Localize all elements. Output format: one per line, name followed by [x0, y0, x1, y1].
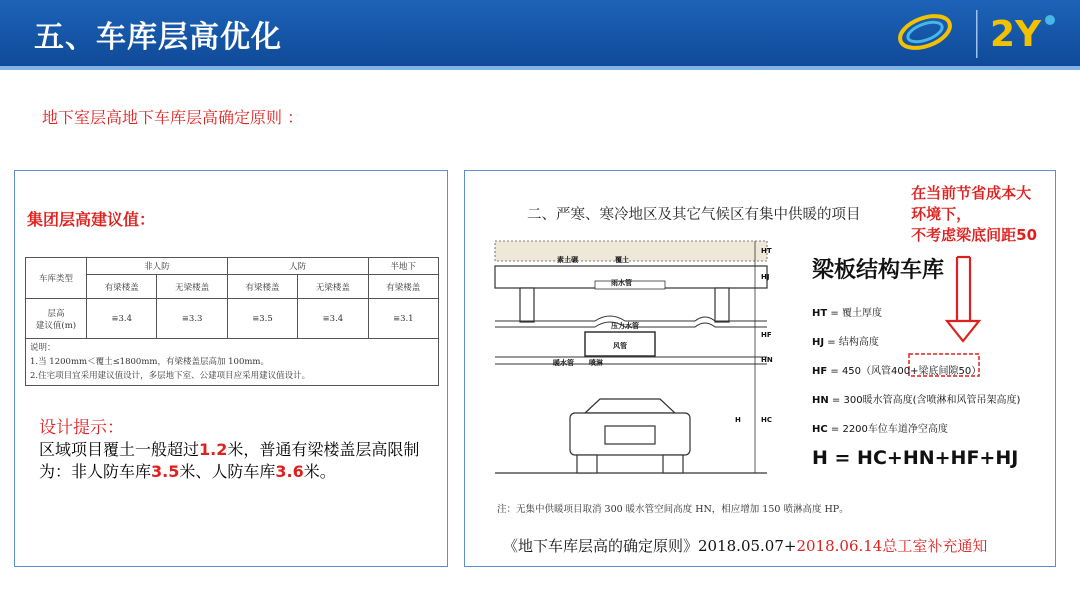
- legend-item: HC = 2200车位车道净空高度: [812, 424, 948, 435]
- legend-item: HN = 300暖水管高度(含喷淋和风管吊架高度): [812, 395, 1021, 406]
- table-cell: ≡3.1: [368, 299, 438, 339]
- design-tips: [39, 417, 439, 483]
- table-cell: ≡3.4: [298, 299, 368, 339]
- tips-number: 3.6: [275, 462, 304, 481]
- footnote: 注：无集中供暖项目取消 300 暖水管空间高度 HN，相应增加 150 喷淋高度 HP。: [497, 504, 849, 515]
- logo-year: 2Y: [990, 14, 1042, 55]
- table-subheader: 有梁楼盖: [87, 275, 157, 299]
- legend: [812, 299, 1020, 444]
- legend-item: HT = 覆土厚度: [812, 308, 882, 319]
- tips-number: 1.2: [199, 440, 228, 459]
- table-group-header: 非人防: [87, 258, 228, 275]
- note-title: 说明：: [30, 343, 56, 353]
- beam-slab-panel: [464, 170, 1056, 567]
- dim-label: HT: [761, 247, 772, 255]
- dim-label: HF: [761, 331, 772, 339]
- dim-label: HC: [761, 416, 772, 424]
- dim-label: H: [735, 416, 741, 424]
- height-formula: H = HC+HN+HF+HJ: [812, 447, 1019, 469]
- table-cell: ≡3.3: [157, 299, 227, 339]
- table-value-label: 层高 建议值(m): [26, 299, 87, 339]
- table-cell: ≡3.4: [87, 299, 157, 339]
- table-note: [26, 339, 439, 386]
- table-cell: ≡3.5: [227, 299, 297, 339]
- citation: 《地下车库层高的确定原则》2018.05.07+2018.06.14总工室补充通知: [503, 537, 988, 555]
- table-group-header: 半地下: [368, 258, 438, 275]
- legend-item: HF = 450（风管400+梁底间隙50）: [812, 366, 982, 377]
- table-subheader: 无梁楼盖: [298, 275, 368, 299]
- diagram-title: 梁板结构车库: [812, 258, 945, 283]
- table-group-header: 人防: [227, 258, 368, 275]
- legend-item: HJ = 结构高度: [812, 337, 879, 348]
- table-subheader: 有梁楼盖: [368, 275, 438, 299]
- table-row-header: 车库类型: [26, 258, 87, 299]
- diagram-label: 风管: [613, 342, 627, 350]
- note-line: 1.当 1200mm＜覆土≤1800mm，有梁楼盖层高加 100mm。: [30, 357, 269, 367]
- header-stripe: [0, 66, 1080, 70]
- company-logo: [880, 4, 1070, 64]
- tips-text: 区域项目覆土一般超过1.2米，普通有梁楼盖层高限制为：非人防车库3.5米、人防车库3.6米。: [39, 440, 420, 481]
- table-subheader: 无梁楼盖: [157, 275, 227, 299]
- tips-number: 3.5: [151, 462, 180, 481]
- diagram-label: 压力水管: [611, 322, 639, 330]
- group-title: 集团层高建议值：: [27, 210, 156, 229]
- dim-label: HJ: [761, 273, 770, 281]
- height-table: [25, 257, 439, 386]
- note-line: 2.住宅项目宜采用建议值设计，多层地下室、公建项目应采用建议值设计。: [30, 371, 311, 381]
- diagram-label: 喷淋: [589, 359, 603, 367]
- right-heading: 二、严寒、寒冷地区及其它气候区有集中供暖的项目: [527, 207, 861, 223]
- diagram-label: 雨水管: [611, 279, 632, 287]
- page-title: 五、车库层高优化: [34, 20, 282, 55]
- group-recommendation-panel: [14, 170, 448, 567]
- dim-label: HN: [761, 356, 773, 364]
- section-subtitle: 地下室层高地下车库层高确定原则 ：: [42, 108, 304, 127]
- diagram-label: 暖水管: [553, 359, 574, 367]
- diagram-label: 素土碾: [557, 256, 578, 264]
- diagram-label: 覆土: [615, 256, 629, 264]
- tips-title: 设计提示：: [39, 418, 124, 438]
- table-subheader: 有梁楼盖: [227, 275, 297, 299]
- red-annotation: 在当前节省成本大 环境下， 不考虑梁底间距50: [911, 184, 1037, 244]
